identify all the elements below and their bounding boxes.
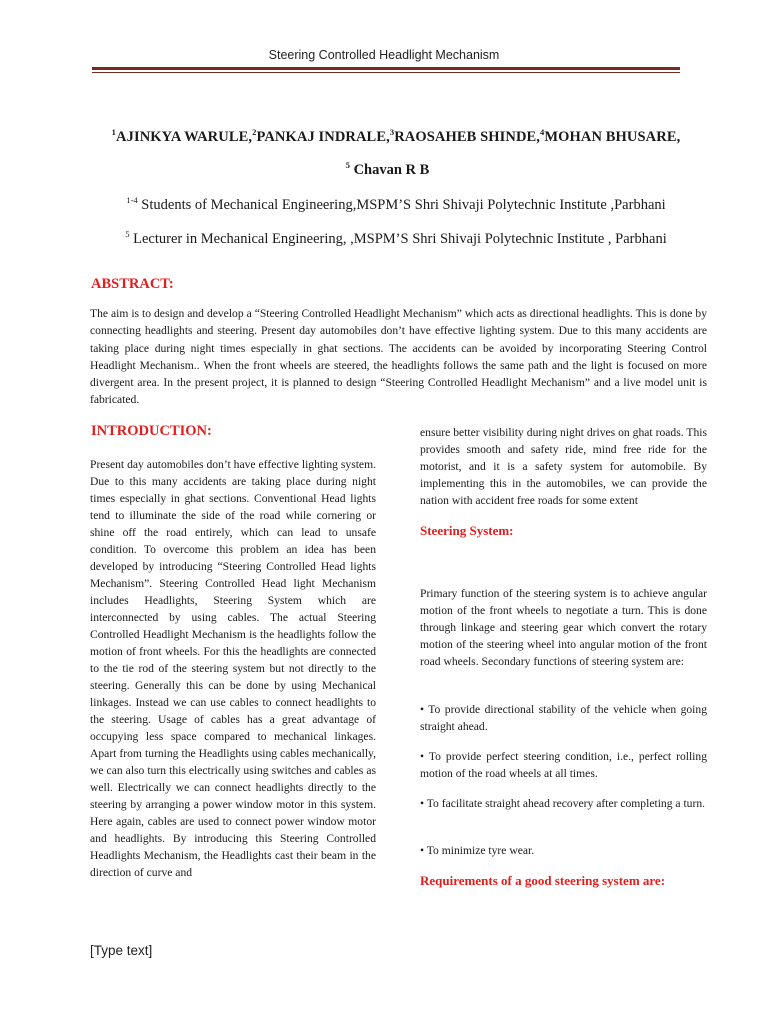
author-2-superscript: 2	[252, 127, 257, 137]
author-1-name: AJINKYA WARULE,	[116, 128, 253, 145]
header-rule-thick	[92, 67, 680, 70]
steering-function-bullet: • To minimize tyre wear.	[420, 844, 535, 857]
introduction-body-right-column: ensure better visibility during night drives on ghat roads. This provides smooth and safety ride, mind free ride for the motorist, and it is a safety system for automobile. By implementing this in the automobiles, we can provide the nation with accident free roads for some extent	[420, 426, 707, 507]
affiliation-2-text: Lecturer in Mechanical Engineering, ,MSPM’S Shri Shivaji Polytechnic Institute , Parbhani	[129, 230, 667, 247]
footer-placeholder-text: [Type text]	[90, 943, 153, 958]
author-4-name: MOHAN BHUSARE,	[544, 128, 681, 145]
author-5-superscript: 5	[345, 160, 350, 170]
author-list-line-2	[0, 160, 768, 179]
affiliation-1-superscript: 1-4	[126, 195, 138, 205]
author-2-name: PANKAJ INDRALE,	[256, 128, 390, 145]
author-4-superscript: 4	[540, 127, 545, 137]
introduction-heading: INTRODUCTION:	[91, 423, 212, 439]
steering-function-bullet: • To provide perfect steering condition, i.e., perfect rolling motion of the road wheels at all times.	[420, 750, 707, 780]
abstract-heading: ABSTRACT:	[91, 276, 174, 292]
author-5-name: Chavan R B	[349, 161, 430, 178]
affiliation-lecturer	[0, 229, 768, 248]
affiliation-1-text: Students of Mechanical Engineering,MSPM’S Shri Shivaji Polytechnic Institute ,Parbhani	[137, 196, 666, 213]
abstract-body: The aim is to design and develop a “Steering Controlled Headlight Mechanism” which acts as directional headlights. This is done by connecting headlights and steering. Present day automobiles don’t have effective lighting system. Due to this many accidents are taking place during night times especially in ghat sections. The accidents can be avoided by incorporating Steering Control Headlight Mechanism.. When the front wheels are steered, the headlights follows the same path and the light is focused on more divergent area. In the present project, it is planned to design “Steering Controlled Headlight Mechanism” and a live model unit is fabricated.	[90, 307, 707, 407]
running-header-title: Steering Controlled Headlight Mechanism	[268, 48, 500, 62]
steering-function-bullet: • To provide directional stability of the vehicle when going straight ahead.	[420, 703, 707, 733]
steering-system-body: Primary function of the steering system is to achieve angular motion of the front wheels to negotiate a turn. This is done through linkage and steering gear which convert the rotary motion of the steering wheel into angular motion of the front road wheels. Secondary functions of steering system are:	[420, 587, 707, 668]
author-3-superscript: 3	[389, 127, 395, 137]
header-rule-thin	[92, 72, 680, 73]
affiliation-students	[0, 195, 768, 214]
steering-system-heading: Steering System:	[420, 523, 514, 538]
requirements-heading: Requirements of a good steering system are:	[420, 873, 666, 888]
introduction-body-left-column: Present day automobiles don’t have effective lighting system. Due to this many accidents are taking place during night times especially in ghat sections. Conventional Head lights tend to illuminate the side of the road while cornering or shine off the road entirely, which can lead to unsafe condition. To overcome this problem an idea has been developed by introducing “Steering Controlled Head lights Mechanism”. Steering Controlled Head light Mechanism includes Headlights, Steering System which are interconnected by using cables. The actual Steering Controlled Headlight Mechanism is the headlights follow the motion of front wheels. For this the headlights are connected to the tie rod of the steering system but not directly to the steering. Generally this can be done by using Mechanical linkages. Instead we can use cables to connect headlights to the steering. Usage of cables has a great advantage of occupying less space compared to mechanical linkages. Apart from turning the Headlights using cables mechanically, we can also turn this electrically using switches and cables as well. Electrically we can connect headlights directly to the steering by arranging a power window motor in this system. Here again, cables are used to connect power window motor and headlights. By introducing this Steering Controlled Headlights Mechanism, the Headlights cast their beam in the direction of curve and	[90, 458, 376, 879]
steering-function-bullet: • To facilitate straight ahead recovery after completing a turn.	[420, 797, 706, 810]
author-3-name: RAOSAHEB SHINDE,	[394, 128, 541, 145]
author-list-line-1	[0, 127, 768, 146]
affiliation-2-superscript: 5	[125, 229, 130, 239]
author-1-superscript: 1	[111, 127, 117, 137]
